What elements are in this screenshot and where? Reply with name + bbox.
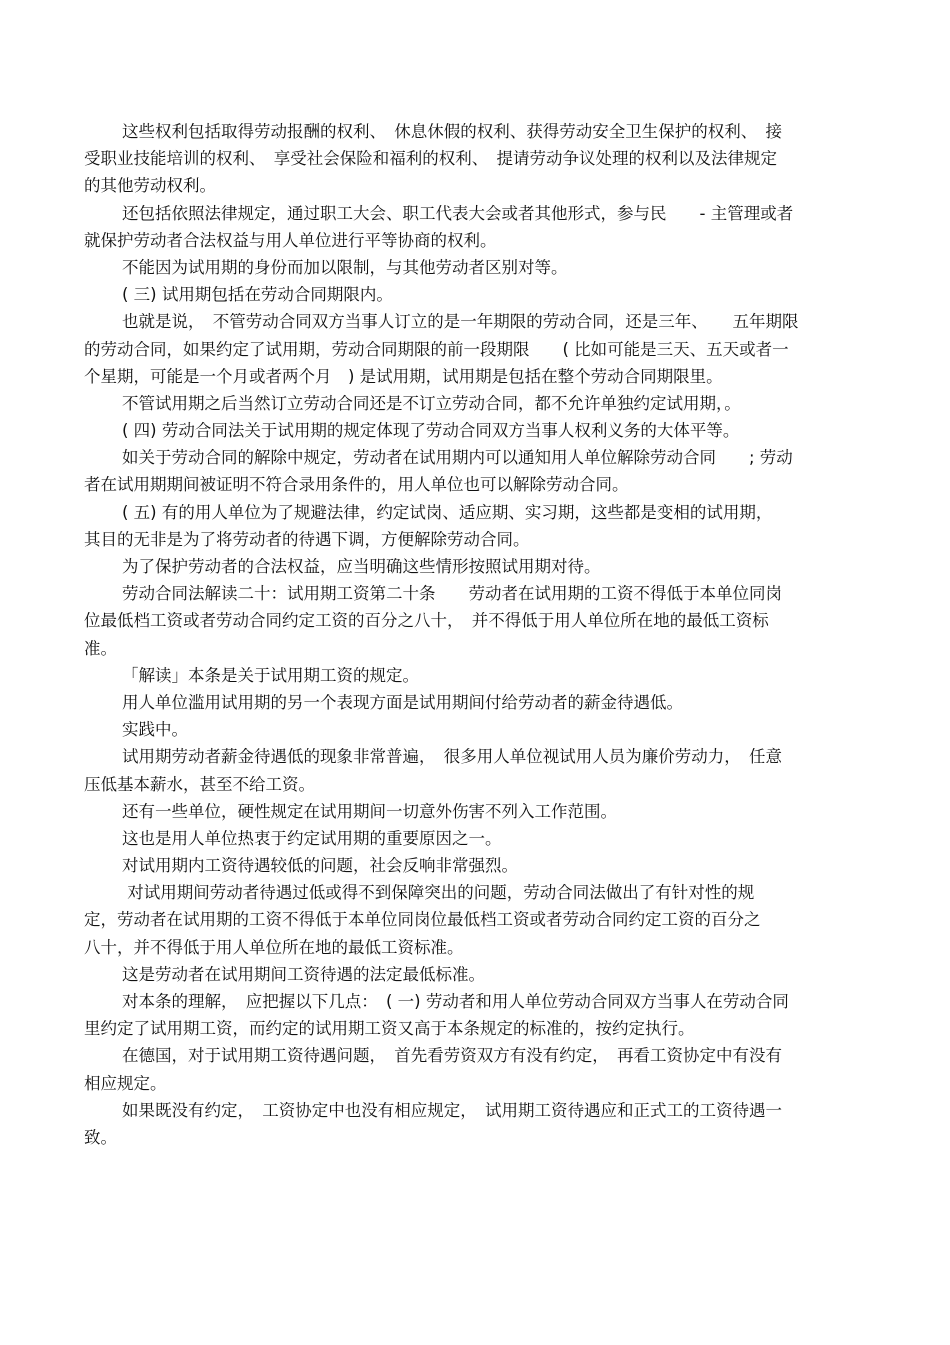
paragraph: [84, 689, 874, 716]
paragraph-first-line: 「解读」本条是关于试用期工资的规定。: [122, 665, 419, 685]
paragraph: [84, 1097, 874, 1151]
paragraph-line: 就保护劳动者合法权益与用人单位进行平等协商的权利。: [84, 230, 497, 250]
paragraph: [84, 852, 874, 879]
paragraph: [84, 879, 874, 961]
paragraph-first-line: 也就是说， 不管劳动合同双方当事人订立的是一年期限的劳动合同，还是三年、 五年期限: [122, 312, 799, 332]
paragraph: [84, 553, 874, 580]
paragraph-first-line: 对试用期间劳动者待遇过低或得不到保障突出的问题，劳动合同法做出了有针对性的规: [122, 883, 755, 903]
paragraph-line: 压低基本薪水，甚至不给工资。: [84, 774, 315, 794]
paragraph: [84, 961, 874, 988]
paragraph: [84, 580, 874, 662]
paragraph-first-line: 在德国，对于试用期工资待遇问题， 首先看劳资双方有没有约定， 再看工资协定中有没有: [122, 1046, 782, 1066]
paragraph-first-line: 劳动合同法解读二十：试用期工资第二十条 劳动者在试用期的工资不得低于本单位同岗: [122, 584, 782, 604]
paragraph-line: 定，劳动者在试用期的工资不得低于本单位同岗位最低档工资或者劳动合同约定工资的百分之: [84, 910, 761, 930]
paragraph-first-line: 如关于劳动合同的解除中规定，劳动者在试用期内可以通知用人单位解除劳动合同 ; 劳动: [122, 448, 793, 468]
paragraph: [84, 308, 874, 390]
paragraph-first-line: 实践中。: [122, 720, 188, 740]
paragraph-line: 相应规定。: [84, 1073, 167, 1093]
paragraph-line: 八十，并不得低于用人单位所在地的最低工资标准。: [84, 937, 464, 957]
paragraph: [84, 988, 874, 1042]
paragraph-line: 的其他劳动权利。: [84, 176, 216, 196]
paragraph-first-line: ( 四) 劳动合同法关于试用期的规定体现了劳动合同双方当事人权利义务的大体平等。: [122, 421, 740, 441]
paragraph-line: 位最低档工资或者劳动合同约定工资的百分之八十， 并不得低于用人单位所在地的最低工资标: [84, 611, 769, 631]
paragraph: [84, 499, 874, 553]
paragraph-first-line: 对本条的理解， 应把握以下几点： ( 一) 劳动者和用人单位劳动合同双方当事人在劳动合同: [122, 992, 789, 1011]
paragraph-first-line: 试用期劳动者薪金待遇低的现象非常普遍， 很多用人单位视试用人员为廉价劳动力， 任意: [122, 747, 782, 767]
paragraph: [84, 281, 874, 308]
document-body: [84, 118, 874, 1151]
paragraph-line: 个星期，可能是一个月或者两个月 ) 是试用期，试用期是包括在整个劳动合同期限里。: [84, 366, 723, 386]
paragraph-line: 者在试用期期间被证明不符合录用条件的，用人单位也可以解除劳动合同。: [84, 475, 629, 495]
paragraph-first-line: 这也是用人单位热衷于约定试用期的重要原因之一。: [122, 828, 502, 848]
paragraph: [84, 417, 874, 444]
paragraph: [84, 825, 874, 852]
paragraph: [84, 444, 874, 498]
paragraph: [84, 254, 874, 281]
paragraph-first-line: 不管试用期之后当然订立劳动合同还是不订立劳动合同，都不允许单独约定试用期，。: [122, 393, 741, 413]
paragraph-first-line: 还包括依照法律规定，通过职工大会、职工代表大会或者其他形式，参与民 - 主管理或者: [122, 203, 794, 223]
paragraph: [84, 798, 874, 825]
paragraph-first-line: 如果既没有约定， 工资协定中也没有相应规定， 试用期工资待遇应和正式工的工资待遇一: [122, 1100, 782, 1120]
paragraph-first-line: 这些权利包括取得劳动报酬的权利、 休息休假的权利、获得劳动安全卫生保护的权利、 接: [122, 122, 782, 141]
paragraph-first-line: 还有一些单位，硬性规定在试用期间一切意外伤害不列入工作范围。: [122, 801, 617, 821]
paragraph-first-line: 为了保护劳动者的合法权益，应当明确这些情形按照试用期对待。: [122, 557, 601, 576]
paragraph-first-line: 对试用期内工资待遇较低的问题，社会反响非常强烈。: [122, 856, 518, 876]
paragraph-line: 的劳动合同，如果约定了试用期，劳动合同期限的前一段期限 ( 比如可能是三天、五天或者一: [84, 339, 789, 359]
paragraph: [84, 200, 874, 254]
paragraph-first-line: ( 五) 有的用人单位为了规避法律，约定试岗、适应期、实习期，这些都是变相的试用期，: [122, 502, 773, 522]
paragraph-line: 其目的无非是为了将劳动者的待遇下调，方便解除劳动合同。: [84, 529, 530, 549]
paragraph: [84, 1042, 874, 1096]
paragraph-first-line: 这是劳动者在试用期间工资待遇的法定最低标准。: [122, 964, 485, 984]
paragraph-first-line: 用人单位滥用试用期的另一个表现方面是试用期间付给劳动者的薪金待遇低。: [122, 692, 683, 712]
paragraph: [84, 716, 874, 743]
paragraph-line: 致。: [84, 1127, 117, 1147]
paragraph-first-line: ( 三) 试用期包括在劳动合同期限内。: [122, 285, 393, 305]
paragraph-line: 准。: [84, 638, 117, 658]
paragraph-line: 里约定了试用期工资，而约定的试用期工资又高于本条规定的标准的，按约定执行。: [84, 1019, 695, 1039]
paragraph-first-line: 不能因为试用期的身份而加以限制，与其他劳动者区别对等。: [122, 257, 568, 277]
paragraph-line: 受职业技能培训的权利、 享受社会保险和福利的权利、 提请劳动争议处理的权利以及法律规定: [84, 149, 777, 169]
paragraph: [84, 662, 874, 689]
paragraph: [84, 743, 874, 797]
paragraph: [84, 390, 874, 417]
paragraph: [84, 118, 874, 200]
